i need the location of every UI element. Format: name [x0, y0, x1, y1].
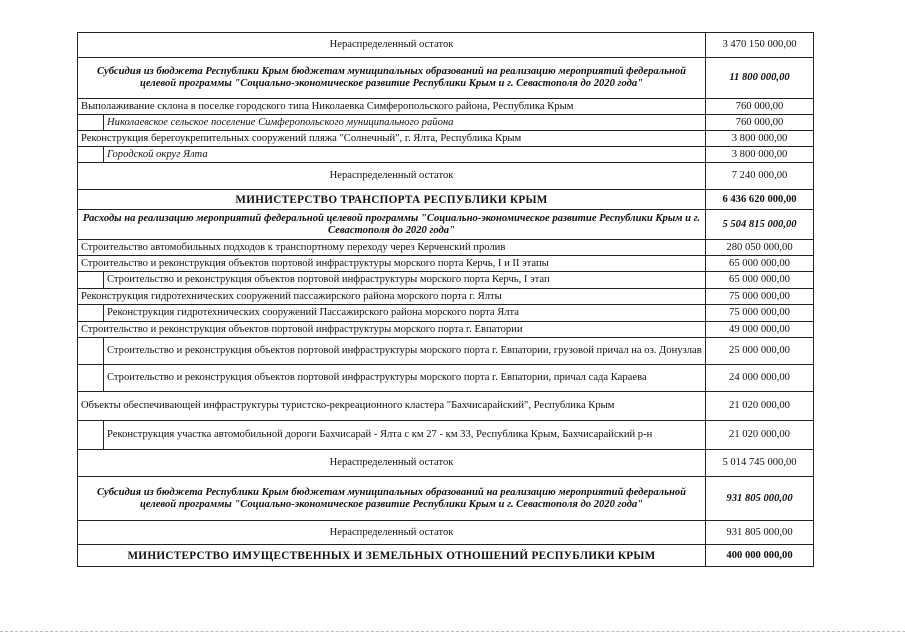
budget-table	[77, 32, 814, 567]
row-amount: 3 800 000,00	[706, 147, 814, 163]
row-amount: 5 504 815 000,00	[706, 210, 814, 240]
section-heading: МИНИСТЕРСТВО ТРАНСПОРТА РЕСПУБЛИКИ КРЫМ	[78, 190, 706, 210]
page-edge-divider	[0, 631, 905, 632]
row-label: Городской округ Ялта	[104, 147, 706, 163]
row-amount: 931 805 000,00	[706, 477, 814, 521]
row-label: Строительство автомобильных подходов к транспортному переходу через Керченский пролив	[78, 240, 706, 256]
table-row	[78, 392, 814, 421]
table-row	[78, 58, 814, 99]
indent-cell	[78, 365, 104, 392]
row-amount: 6 436 620 000,00	[706, 190, 814, 210]
row-amount: 25 000 000,00	[706, 338, 814, 365]
row-amount: 760 000,00	[706, 99, 814, 115]
table-row	[78, 163, 814, 190]
row-amount: 49 000 000,00	[706, 322, 814, 338]
row-amount: 21 020 000,00	[706, 421, 814, 450]
row-amount: 3 800 000,00	[706, 131, 814, 147]
row-amount: 280 050 000,00	[706, 240, 814, 256]
table-row	[78, 256, 814, 272]
table-row	[78, 365, 814, 392]
table-row	[78, 131, 814, 147]
table-row	[78, 99, 814, 115]
table-row	[78, 338, 814, 365]
row-label: Николаевское сельское поселение Симферопольского муниципального района	[104, 115, 706, 131]
row-amount: 760 000,00	[706, 115, 814, 131]
row-amount: 75 000 000,00	[706, 305, 814, 322]
row-label: Выполаживание склона в поселке городского типа Николаевка Симферопольского района, Республика Крым	[78, 99, 706, 115]
row-label: Реконструкция участка автомобильной дороги Бахчисарай - Ялта с км 27 - км 33, Республика Крым, Бахчисарайский р-н	[104, 421, 706, 450]
table-row	[78, 521, 814, 545]
row-label: Нераспределенный остаток	[78, 521, 706, 545]
table-row	[78, 450, 814, 477]
table-row	[78, 240, 814, 256]
indent-cell	[78, 115, 104, 131]
row-label: Строительство и реконструкция объектов портовой инфраструктуры морского порта г. Евпатории, причал сада Караева	[104, 365, 706, 392]
row-amount: 24 000 000,00	[706, 365, 814, 392]
row-label: Реконструкция гидротехнических сооружений Пассажирского района морского порта Ялта	[104, 305, 706, 322]
row-label: Субсидия из бюджета Республики Крым бюджетам муниципальных образований на реализацию мероприятий федеральной целевой программы "Социально-экономическое развитие Республики Крым и г. Севастополя до 2020 года"	[78, 58, 706, 99]
indent-cell	[78, 305, 104, 322]
row-amount: 400 000 000,00	[706, 545, 814, 567]
indent-cell	[78, 272, 104, 289]
table-row	[78, 545, 814, 567]
row-amount: 75 000 000,00	[706, 289, 814, 305]
row-amount: 5 014 745 000,00	[706, 450, 814, 477]
row-amount: 21 020 000,00	[706, 392, 814, 421]
row-amount: 65 000 000,00	[706, 256, 814, 272]
row-label: Объекты обеспечивающей инфраструктуры туристско-рекреационного кластера "Бахчисарайский", Республика Крым	[78, 392, 706, 421]
indent-cell	[78, 421, 104, 450]
row-label: Расходы на реализацию мероприятий федеральной целевой программы "Социально-экономическое развитие Республики Крым и г. Севастополя до 2020 года"	[78, 210, 706, 240]
row-label: Строительство и реконструкция объектов портовой инфраструктуры морского порта Керчь, I этап	[104, 272, 706, 289]
table-row	[78, 147, 814, 163]
table-row	[78, 322, 814, 338]
row-amount: 3 470 150 000,00	[706, 33, 814, 58]
indent-cell	[78, 147, 104, 163]
row-label: Строительство и реконструкция объектов портовой инфраструктуры морского порта г. Евпатории, грузовой причал на оз. Донузлав	[104, 338, 706, 365]
row-amount: 931 805 000,00	[706, 521, 814, 545]
table-row	[78, 477, 814, 521]
row-label: Строительство и реконструкция объектов портовой инфраструктуры морского порта г. Евпатории	[78, 322, 706, 338]
row-label: Нераспределенный остаток	[78, 163, 706, 190]
row-label: Нераспределенный остаток	[78, 450, 706, 477]
section-heading: МИНИСТЕРСТВО ИМУЩЕСТВЕННЫХ И ЗЕМЕЛЬНЫХ ОТНОШЕНИЙ РЕСПУБЛИКИ КРЫМ	[78, 545, 706, 567]
row-label: Субсидия из бюджета Республики Крым бюджетам муниципальных образований на реализацию мероприятий федеральной целевой программы "Социально-экономическое развитие Республики Крым и г. Севастополя до 2020 года"	[78, 477, 706, 521]
row-amount: 65 000 000,00	[706, 272, 814, 289]
row-label: Нераспределенный остаток	[78, 33, 706, 58]
indent-cell	[78, 338, 104, 365]
table-row	[78, 272, 814, 289]
table-row	[78, 305, 814, 322]
table-row	[78, 33, 814, 58]
table-row	[78, 421, 814, 450]
table-row	[78, 190, 814, 210]
row-amount: 11 800 000,00	[706, 58, 814, 99]
row-label: Реконструкция берегоукрепительных сооружений пляжа "Солнечный", г. Ялта, Республика Крым	[78, 131, 706, 147]
table-row	[78, 289, 814, 305]
row-amount: 7 240 000,00	[706, 163, 814, 190]
table-row	[78, 210, 814, 240]
table-row	[78, 115, 814, 131]
row-label: Строительство и реконструкция объектов портовой инфраструктуры морского порта Керчь, I и II этапы	[78, 256, 706, 272]
row-label: Реконструкция гидротехнических сооружений пассажирского района морского порта г. Ялты	[78, 289, 706, 305]
